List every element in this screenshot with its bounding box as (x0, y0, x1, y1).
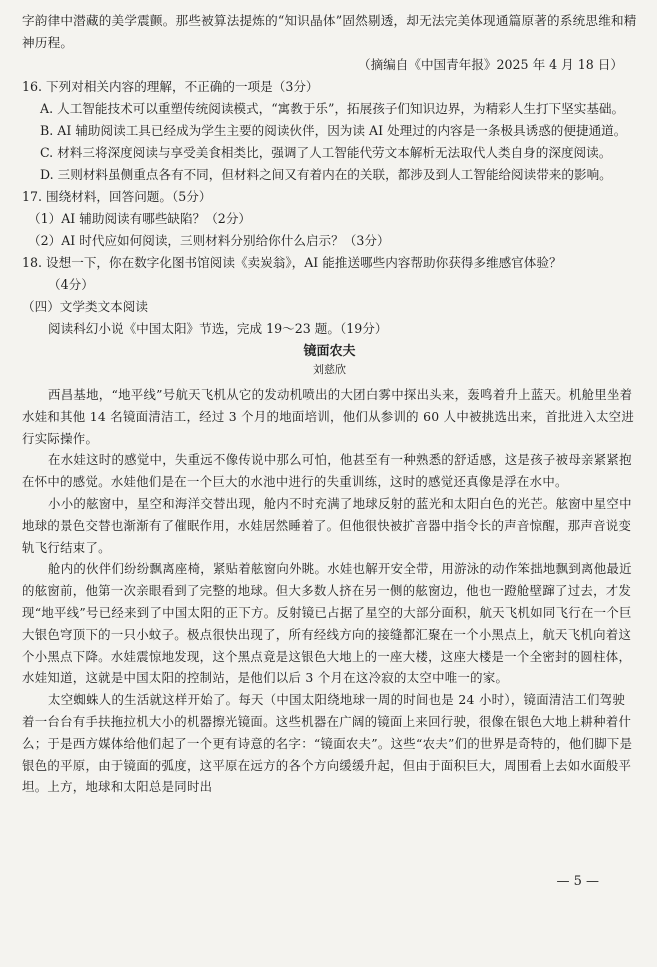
option-b: B. AI 辅助阅读工具已经成为学生主要的阅读伙伴，因为读 AI 处理过的内容是一条极具诱惑的便捷通道。 (40, 123, 627, 138)
question-17 (22, 186, 637, 252)
question-17-sub-1: （1）AI 辅助阅读有哪些缺陷？（2分） (28, 211, 252, 226)
story-paragraph: 在水娃这时的感觉中，失重远不像传说中那么可怕，他甚至有一种熟悉的舒适感，这是孩子被母亲紧紧抱在怀中的感觉。水娃他们是在一个巨大的水池中进行的失重训练，这时的感觉还真像是浮在水中。 (22, 452, 632, 490)
option-d: D. 三则材料虽侧重点各有不同，但材料之间又有着内在的关联，都涉及到人工智能给阅读带来的影响。 (40, 167, 612, 182)
section-literary-reading (22, 296, 637, 340)
section-title: （四）文学类文本阅读 (22, 299, 148, 314)
question-16-stem: 16. 下列对相关内容的理解，不正确的一项是（3分） (22, 79, 319, 94)
intro-paragraph: 字韵律中潜藏的美学震颤。那些被算法提炼的“知识晶体”固然剔透，却无法完美体现通篇原著的系统思维和精神历程。 (22, 13, 637, 50)
story-body (22, 384, 637, 798)
source-citation: （摘编自《中国青年报》2025 年 4 月 18 日） (357, 57, 623, 72)
section-description: 阅读科幻小说《中国太阳》节选，完成 19～23 题。（19分） (48, 321, 388, 336)
question-18 (22, 252, 637, 296)
option-a: A. 人工智能技术可以重塑传统阅读模式，“寓教于乐”，拓展孩子们知识边界，为精彩人生打下坚实基础。 (40, 101, 625, 116)
story-paragraph: 太空蜘蛛人的生活就这样开始了。每天（中国太阳绕地球一周的时间也是 24 小时），镜面清洁工们驾驶着一台台有手扶拖拉机大小的机器擦光镜面。这些机器在广阔的镜面上来回行驶，很像在银色大地上耕种着什么；于是西方媒体给他们起了一个更有诗意的名字：“镜面农夫”。这些“农夫”们的世界是奇特的，他们脚下是银色的平原，由于镜面的弧度，这平原在远方的各个方向缓缓升起，但由于面积巨大，周围看上去如水面般平坦。上方，地球和太阳总是同时出 (22, 692, 633, 795)
story-paragraph: 小小的舷窗中，星空和海洋交替出现，舱内不时充满了地球反射的蓝光和太阳白色的光芒。舷窗中星空中地球的景色交替也渐渐有了催眠作用，水娃居然睡着了。但他很快被扩音器中指令长的声音惊醒，那声音说变轨飞行结束了。 (22, 495, 632, 555)
question-17-sub-2: （2）AI 时代应如何阅读，三则材料分别给你什么启示？（3分） (28, 233, 390, 248)
question-17-stem: 17. 围绕材料，回答问题。（5分） (22, 189, 212, 204)
story-paragraph: 西昌基地，“地平线”号航天飞机从它的发动机喷出的大团白雾中探出头来，轰鸣着升上蓝天。机舱里坐着水娃和其他 14 名镜面清洁工，经过 3 个月的地面培训，他们从参训的 60 人中被挑选出来，首批进入太空进行实际操作。 (22, 387, 635, 446)
story-title: 镜面农夫 (303, 344, 356, 359)
question-18-points: （4分） (48, 277, 94, 292)
question-18-stem: 18. 设想一下，你在数字化图书馆阅读《卖炭翁》，AI 能推送哪些内容帮助你获得多维感官体验？ (22, 255, 562, 270)
story-paragraph: 舱内的伙伴们纷纷飘离座椅，紧贴着舷窗向外眺。水娃也解开安全带，用游泳的动作笨拙地飘到离他最近的舷窗前，他第一次亲眼看到了完整的地球。但大多数人挤在另一侧的舷窗边，他也一蹬舱壁蹿了过去，才发现“地平线”号已经来到了中国太阳的正下方。反射镜已占据了星空的大部分面积，航天飞机如同飞行在一个巨大银色穹顶下的一只小蚊子。极点很快出现了，所有经线方向的接缝都汇聚在一个小黑点上，航天飞机向着这个小黑点下降。水娃震惊地发现，这个黑点竟是这银色大地上的一座大楼，这座大楼是一个全密封的圆柱体，水娃知道，这就是中国太阳的控制站，是他们以后 3 个月在这冷寂的太空中唯一的家。 (22, 561, 632, 686)
document-page (22, 10, 637, 798)
page-number: — 5 — (556, 874, 599, 889)
story-author: 刘慈欣 (313, 363, 346, 376)
option-c: C. 材料三将深度阅读与享受美食相类比，强调了人工智能代劳文本解析无法取代人类自身的深度阅读。 (40, 145, 612, 160)
question-16 (22, 76, 637, 186)
